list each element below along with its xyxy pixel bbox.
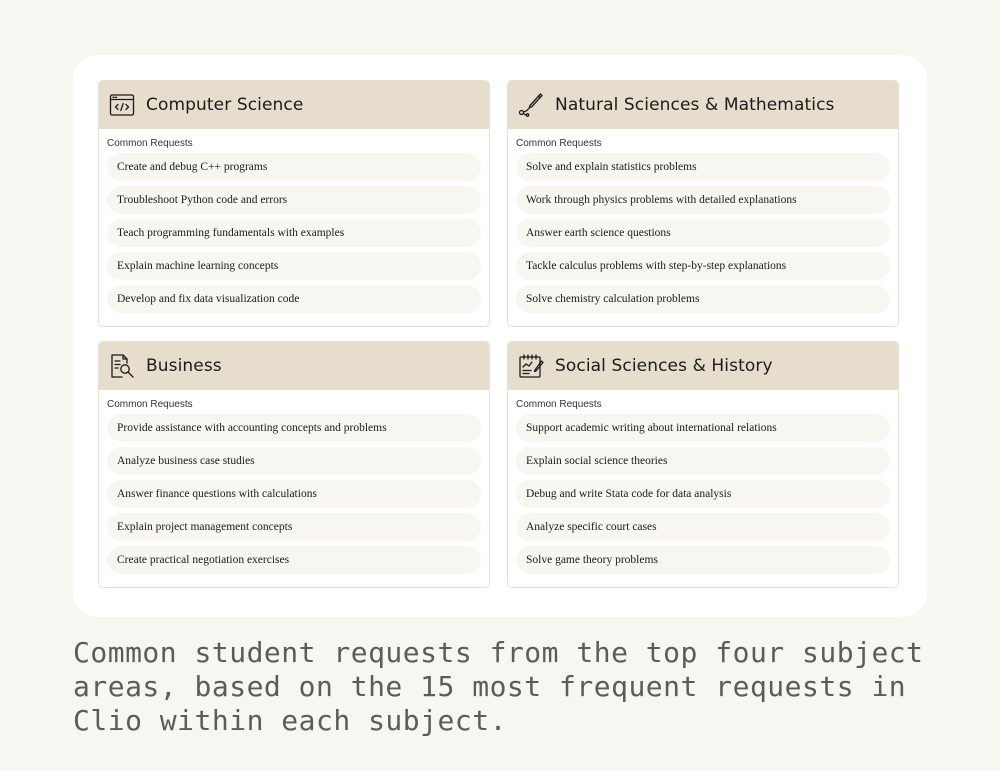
request-item: Answer finance questions with calculations bbox=[107, 480, 481, 508]
request-item: Analyze specific court cases bbox=[516, 513, 890, 541]
request-item: Solve and explain statistics problems bbox=[516, 153, 890, 181]
request-item: Analyze business case studies bbox=[107, 447, 481, 475]
request-list bbox=[99, 414, 489, 574]
pen-drawing-icon bbox=[517, 91, 545, 119]
section-label: Common Requests bbox=[107, 399, 193, 410]
document-search-icon bbox=[108, 352, 136, 380]
request-item: Troubleshoot Python code and errors bbox=[107, 186, 481, 214]
request-item: Solve game theory problems bbox=[516, 546, 890, 574]
panel-title: Social Sciences & History bbox=[555, 356, 773, 376]
request-list bbox=[508, 414, 898, 574]
request-item: Create practical negotiation exercises bbox=[107, 546, 481, 574]
panel-title: Business bbox=[146, 356, 222, 376]
section-label: Common Requests bbox=[107, 138, 193, 149]
request-item: Solve chemistry calculation problems bbox=[516, 285, 890, 313]
panel-business bbox=[98, 341, 490, 588]
request-item: Develop and fix data visualization code bbox=[107, 285, 481, 313]
request-item: Create and debug C++ programs bbox=[107, 153, 481, 181]
panel-header bbox=[508, 81, 898, 129]
request-item: Teach programming fundamentals with examples bbox=[107, 219, 481, 247]
figure-caption: Common student requests from the top four subject areas, based on the 15 most frequent requests in Clio within each subject. bbox=[73, 636, 924, 737]
request-list bbox=[99, 153, 489, 313]
panel-social-sciences bbox=[507, 341, 899, 588]
request-item: Explain project management concepts bbox=[107, 513, 481, 541]
request-item: Work through physics problems with detailed explanations bbox=[516, 186, 890, 214]
panel-title: Computer Science bbox=[146, 95, 304, 115]
panel-natural-sciences bbox=[507, 80, 899, 327]
code-window-icon bbox=[108, 91, 136, 119]
request-item: Answer earth science questions bbox=[516, 219, 890, 247]
panel-title: Natural Sciences & Mathematics bbox=[555, 95, 835, 115]
request-item: Provide assistance with accounting concepts and problems bbox=[107, 414, 481, 442]
panel-header bbox=[508, 342, 898, 390]
request-item: Debug and write Stata code for data analysis bbox=[516, 480, 890, 508]
panel-header bbox=[99, 81, 489, 129]
section-label: Common Requests bbox=[516, 138, 602, 149]
request-item: Explain social science theories bbox=[516, 447, 890, 475]
request-list bbox=[508, 153, 898, 313]
request-item: Support academic writing about international relations bbox=[516, 414, 890, 442]
panel-computer-science bbox=[98, 80, 490, 327]
request-item: Tackle calculus problems with step-by-step explanations bbox=[516, 252, 890, 280]
request-item: Explain machine learning concepts bbox=[107, 252, 481, 280]
notepad-chart-icon bbox=[517, 352, 545, 380]
section-label: Common Requests bbox=[516, 399, 602, 410]
panel-header bbox=[99, 342, 489, 390]
